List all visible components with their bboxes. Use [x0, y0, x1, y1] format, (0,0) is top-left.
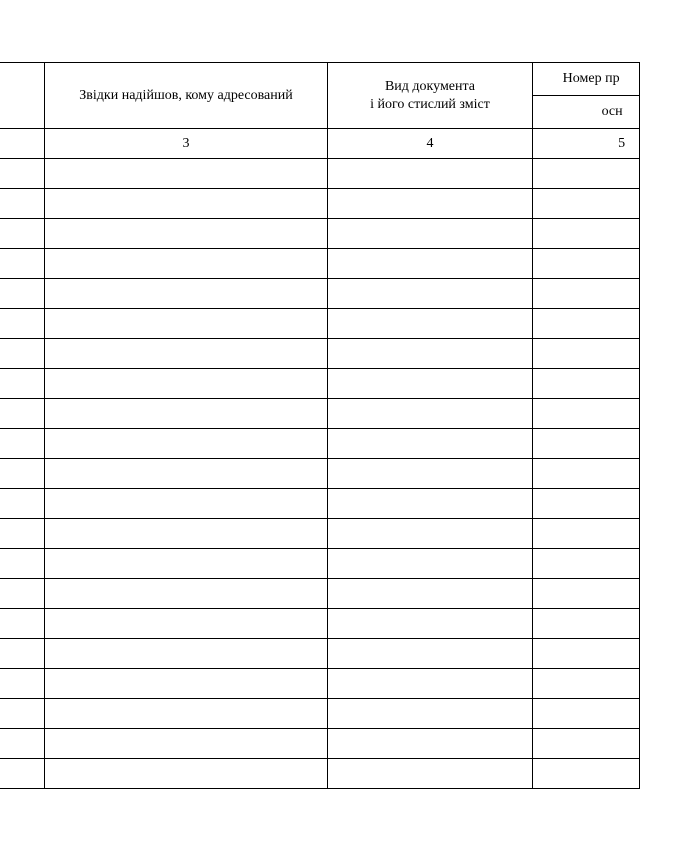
table-row	[0, 609, 640, 639]
table-cell	[45, 759, 327, 789]
table-row	[0, 489, 640, 519]
table-cell	[533, 339, 640, 369]
table-cell	[327, 189, 532, 219]
column-number-4-label: 4	[426, 135, 434, 151]
table-cell	[45, 609, 327, 639]
table-cell	[533, 639, 640, 669]
table-cell	[0, 729, 45, 759]
table-cell	[327, 339, 532, 369]
table-cell	[45, 399, 327, 429]
table-cell	[533, 519, 640, 549]
table-cell	[0, 279, 45, 309]
table-row	[0, 459, 640, 489]
table-row	[0, 639, 640, 669]
table-cell	[45, 639, 327, 669]
table-cell	[0, 759, 45, 789]
table-cell	[0, 159, 45, 189]
table-cell	[327, 219, 532, 249]
table-cell	[327, 519, 532, 549]
table-cell	[533, 279, 640, 309]
table-cell	[533, 219, 640, 249]
table-cell	[533, 369, 640, 399]
table-cell	[327, 729, 532, 759]
header-document-type	[327, 63, 532, 129]
table-cell	[327, 159, 532, 189]
table-row	[0, 309, 640, 339]
column-number-5	[533, 129, 640, 159]
table-cell	[327, 459, 532, 489]
table-row	[0, 159, 640, 189]
column-number-3-label: 3	[182, 135, 190, 151]
table-cell	[0, 609, 45, 639]
table-row	[0, 519, 640, 549]
table-row	[0, 369, 640, 399]
table-cell	[45, 489, 327, 519]
column-number-3	[45, 129, 327, 159]
table-cell	[533, 459, 640, 489]
table-cell	[533, 729, 640, 759]
table-row	[0, 669, 640, 699]
table-cell	[533, 399, 640, 429]
table-cell	[533, 429, 640, 459]
table-cell	[45, 579, 327, 609]
table-cell	[45, 549, 327, 579]
table-cell	[45, 429, 327, 459]
table-cell	[0, 579, 45, 609]
column-number-2	[0, 129, 45, 159]
table-cell	[327, 249, 532, 279]
table-cell	[45, 219, 327, 249]
table-cell	[533, 309, 640, 339]
header-document-number	[0, 63, 45, 129]
table-cell	[327, 489, 532, 519]
table-cell	[0, 249, 45, 279]
table-cell	[0, 549, 45, 579]
table-row	[0, 729, 640, 759]
table-cell	[533, 669, 640, 699]
table-cell	[0, 519, 45, 549]
table-row	[0, 429, 640, 459]
table-cell	[45, 369, 327, 399]
column-number-4	[327, 129, 532, 159]
table-cell	[45, 669, 327, 699]
table-cell	[0, 639, 45, 669]
table-cell	[533, 759, 640, 789]
column-number-row	[0, 129, 640, 159]
table-cell	[533, 249, 640, 279]
table-cell	[0, 339, 45, 369]
table-row	[0, 759, 640, 789]
table-cell	[45, 159, 327, 189]
table-cell	[0, 489, 45, 519]
table-cell	[45, 459, 327, 489]
table-cell	[45, 519, 327, 549]
table-cell	[327, 579, 532, 609]
journal-table	[0, 62, 640, 789]
table-row	[0, 219, 640, 249]
table-cell	[45, 249, 327, 279]
table-cell	[533, 609, 640, 639]
header-source-destination	[45, 63, 327, 129]
table-cell	[0, 309, 45, 339]
table-cell	[533, 189, 640, 219]
table-cell	[45, 189, 327, 219]
table-cell	[0, 369, 45, 399]
table-row	[0, 699, 640, 729]
table-cell	[45, 309, 327, 339]
table-row	[0, 249, 640, 279]
table-cell	[327, 639, 532, 669]
table-cell	[327, 429, 532, 459]
column-number-5-label: 5	[618, 135, 626, 151]
table-cell	[327, 279, 532, 309]
table-cell	[327, 549, 532, 579]
table-cell	[533, 159, 640, 189]
table-cell	[0, 699, 45, 729]
table-cell	[45, 729, 327, 759]
table-cell	[45, 279, 327, 309]
table-row	[0, 549, 640, 579]
table-cell	[0, 459, 45, 489]
table-cell	[45, 339, 327, 369]
table-cell	[0, 399, 45, 429]
table-cell	[327, 399, 532, 429]
table-cell	[533, 699, 640, 729]
table-row	[0, 339, 640, 369]
table-cell	[327, 669, 532, 699]
table-cell	[533, 489, 640, 519]
table-cell	[327, 609, 532, 639]
table-cell	[0, 669, 45, 699]
table-cell	[533, 549, 640, 579]
table-cell	[45, 699, 327, 729]
table-cell	[327, 309, 532, 339]
table-cell	[327, 699, 532, 729]
table-cell	[0, 429, 45, 459]
table-row	[0, 579, 640, 609]
table-cell	[327, 369, 532, 399]
header-row-top	[0, 63, 640, 96]
header-source-destination-label: Звідки надійшов, кому адресований	[79, 87, 293, 103]
header-document-type-line2: і його стислий зміст	[370, 96, 490, 112]
table-row	[0, 399, 640, 429]
table-cell	[533, 579, 640, 609]
header-number-main-label: осн	[601, 104, 623, 119]
header-number-group	[533, 63, 640, 96]
table-row	[0, 189, 640, 219]
table-cell	[0, 219, 45, 249]
header-number-main	[533, 96, 640, 129]
header-number-group-label: Номер пр	[562, 71, 620, 86]
table-cell	[327, 759, 532, 789]
table-cell	[0, 189, 45, 219]
table-row	[0, 279, 640, 309]
header-document-type-line1: Вид документа	[384, 78, 476, 94]
